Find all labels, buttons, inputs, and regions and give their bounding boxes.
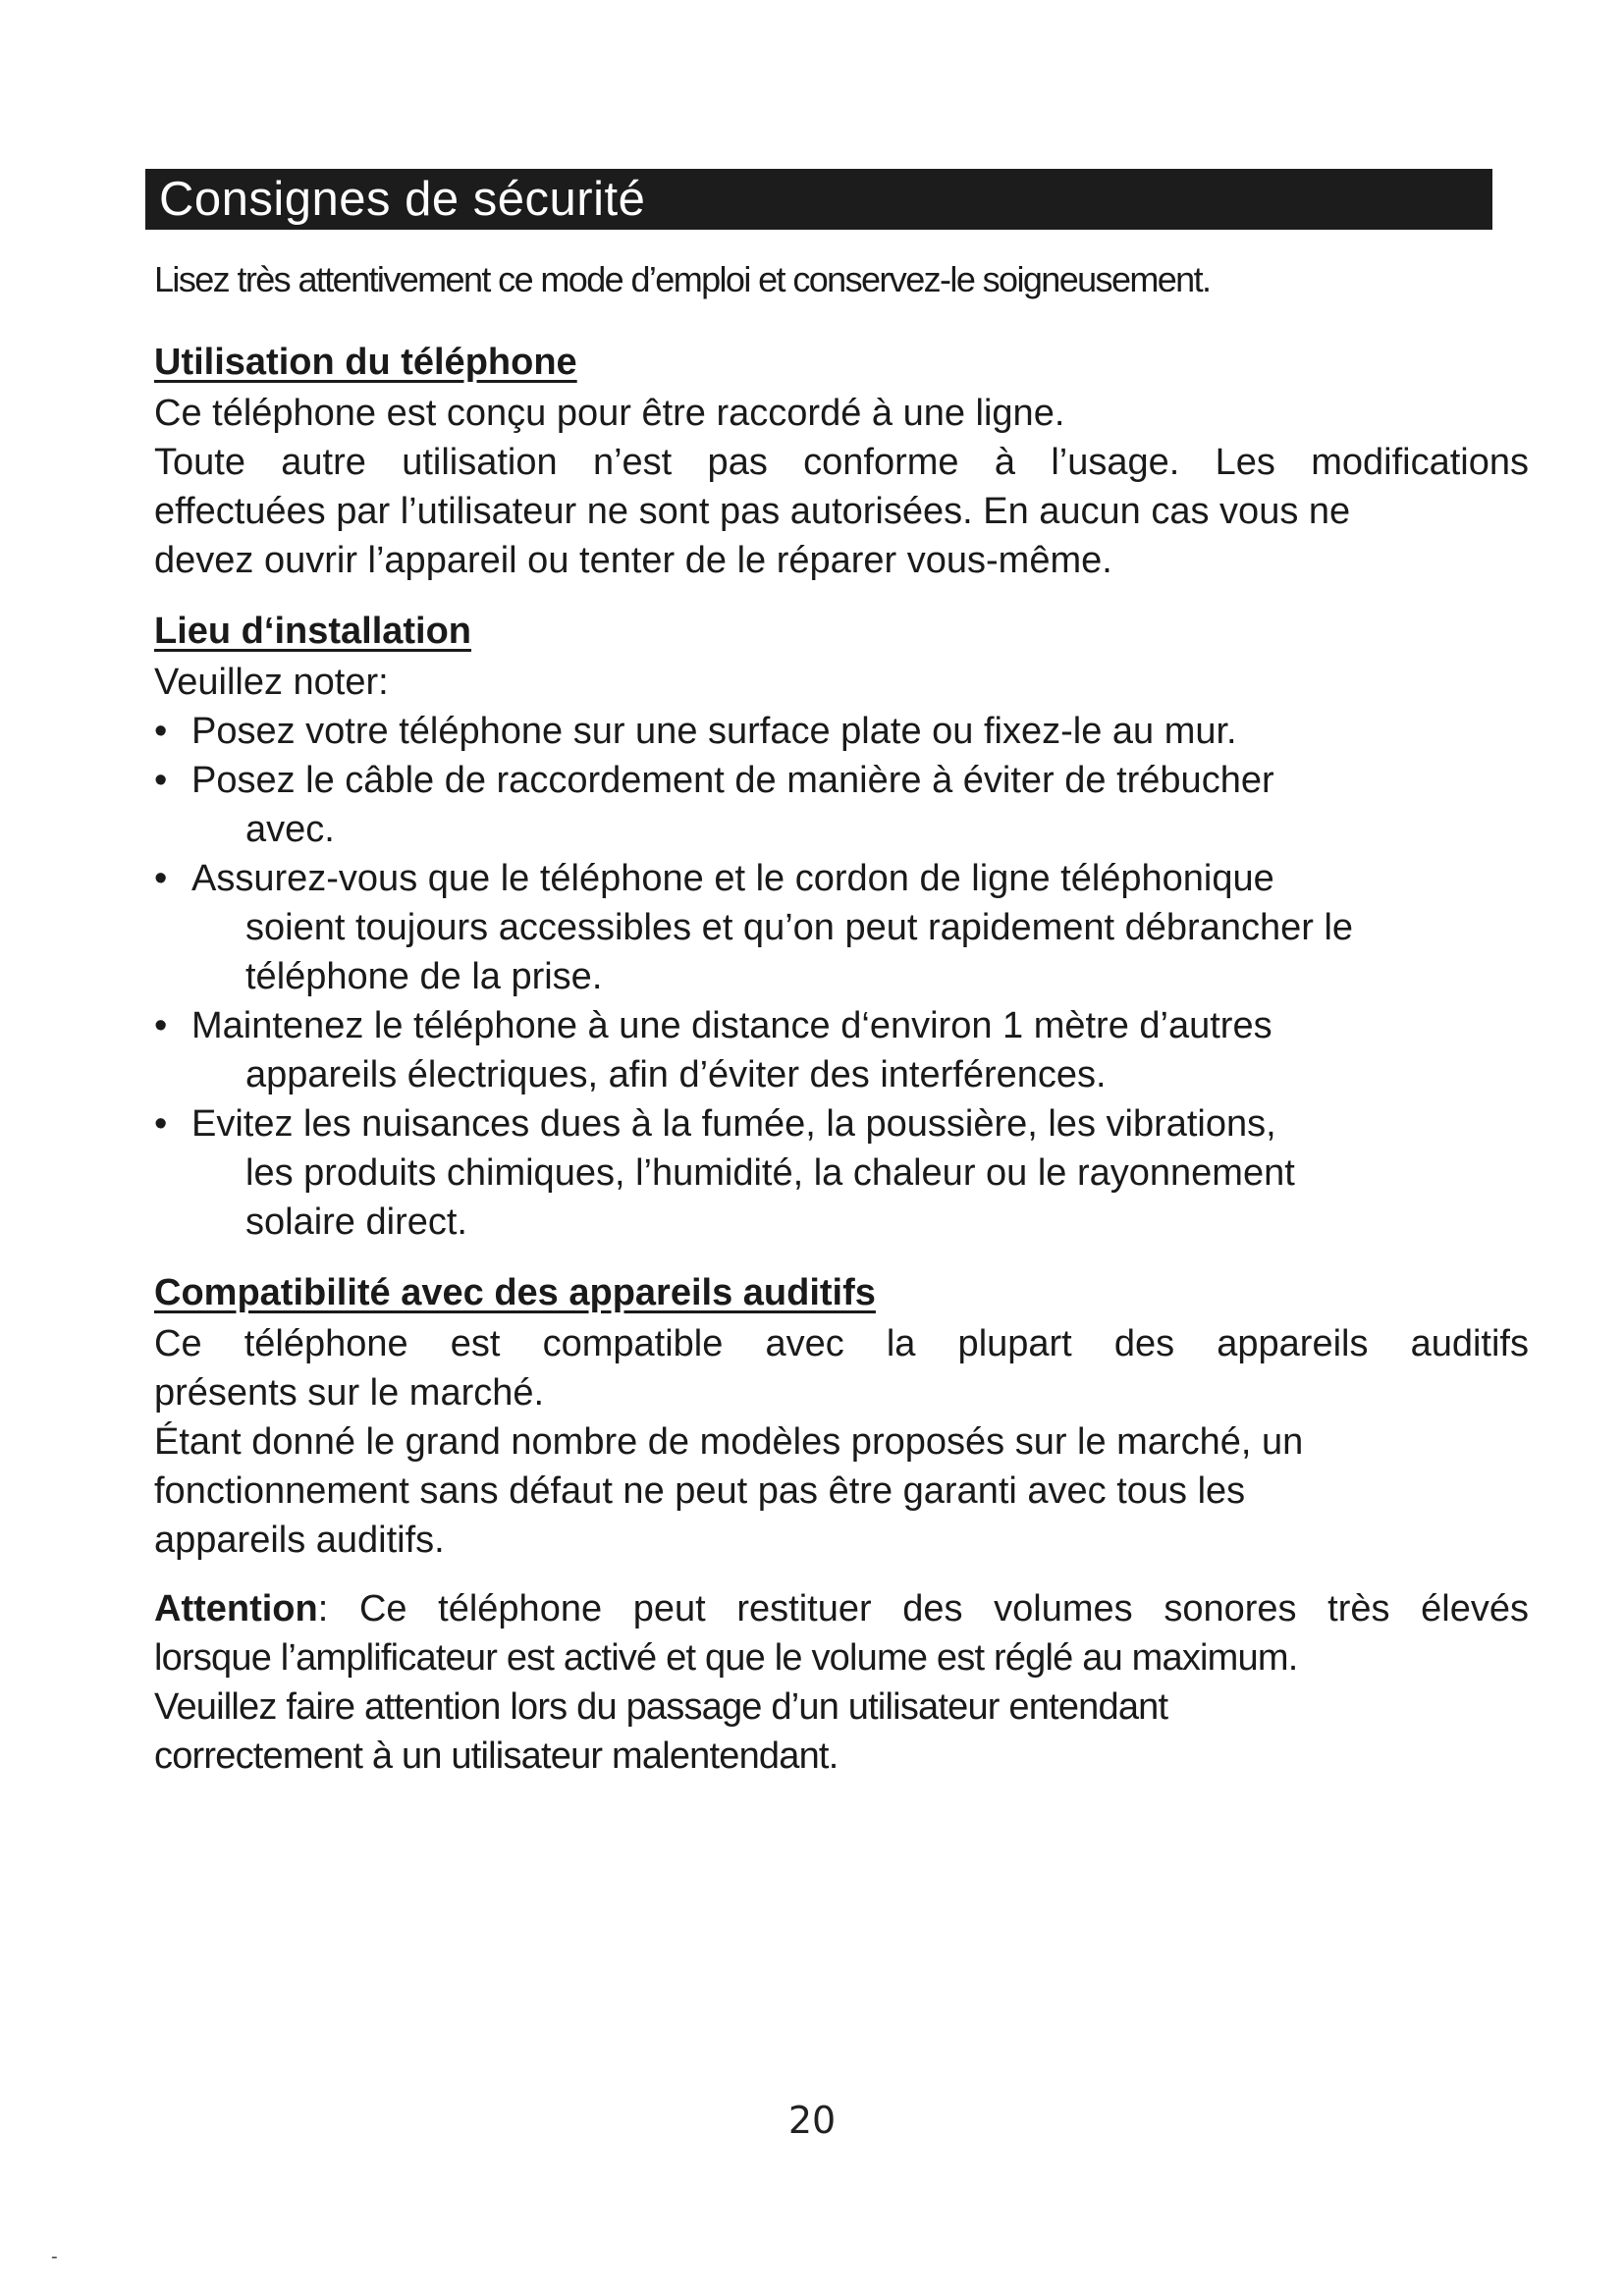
section-attention — [154, 1584, 1529, 1781]
section-hearing — [154, 1266, 1529, 1565]
bullet-icon: • — [154, 711, 168, 752]
list-item-line: Posez le câble de raccordement de manière à éviter de trébucher — [191, 760, 1274, 801]
list-item — [154, 854, 1529, 1001]
list-item — [154, 1001, 1529, 1099]
intro-text: Lisez très attentivement ce mode d’emploi et conservez-le soigneusement. — [154, 259, 1211, 299]
bullet-icon: • — [154, 1005, 168, 1046]
section-usage — [154, 336, 1529, 585]
heading-installation: Lieu d‘installation — [154, 611, 472, 652]
list-item-line: Posez votre téléphone sur une surface plate ou fixez-le au mur. — [191, 711, 1237, 752]
list-item-line: Assurez-vous que le téléphone et le cordon de ligne téléphonique — [191, 858, 1274, 899]
hearing-line-2: présents sur le marché. — [154, 1372, 545, 1414]
list-item-line: Maintenez le téléphone à une distance d‘environ 1 mètre d’autres — [191, 1005, 1272, 1046]
attention-text: : Ce téléphone peut restituer des volumes sonores très élevés — [317, 1588, 1529, 1629]
installation-note: Veuillez noter: — [154, 662, 389, 703]
list-item-line: téléphone de la prise. — [245, 956, 603, 997]
list-item-line: les produits chimiques, l’humidité, la chaleur ou le rayonnement — [245, 1152, 1295, 1194]
list-item-line: soient toujours accessibles et qu’on peut rapidement débrancher le — [245, 907, 1354, 948]
heading-hearing: Compatibilité avec des appareils auditifs — [154, 1272, 876, 1313]
hearing-line-4: fonctionnement sans défaut ne peut pas être garanti avec tous les — [154, 1470, 1246, 1512]
section-installation — [154, 605, 1529, 1247]
usage-line-3: effectuées par l’utilisateur ne sont pas autorisées. En aucun cas vous ne — [154, 491, 1351, 532]
bullet-icon: • — [154, 858, 168, 899]
heading-usage: Utilisation du téléphone — [154, 342, 577, 383]
list-item — [154, 707, 1529, 756]
usage-line-1: Ce téléphone est conçu pour être raccordé à une ligne. — [154, 393, 1065, 434]
hearing-line-5: appareils auditifs. — [154, 1520, 445, 1561]
bullet-icon: • — [154, 760, 168, 801]
page-title: Consignes de sécurité — [159, 173, 646, 226]
document-body — [154, 253, 1529, 1800]
list-item-line: appareils électriques, afin d’éviter des interférences. — [245, 1054, 1107, 1095]
usage-line-2: Toute autre utilisation n’est pas conforme à l’usage. Les modifications — [154, 442, 1529, 483]
list-item — [154, 1099, 1529, 1247]
page-number: 20 — [787, 2099, 837, 2142]
list-item-line: Evitez les nuisances dues à la fumée, la poussière, les vibrations, — [191, 1103, 1276, 1145]
list-item-line: avec. — [245, 809, 335, 850]
edge-mark: - — [51, 2246, 58, 2268]
attention-label: Attention — [154, 1588, 318, 1629]
attention-line-1 — [154, 1584, 1529, 1633]
hearing-line-1: Ce téléphone est compatible avec la plupart des appareils auditifs — [154, 1323, 1529, 1364]
page-title-bar — [145, 169, 1492, 230]
hearing-line-3: Étant donné le grand nombre de modèles proposés sur le marché, un — [154, 1421, 1304, 1463]
bullet-icon: • — [154, 1103, 168, 1145]
attention-line-3: Veuillez faire attention lors du passage d’un utilisateur entendant — [154, 1686, 1168, 1728]
attention-line-2: lorsque l’amplificateur est activé et que le volume est réglé au maximum. — [154, 1637, 1298, 1679]
attention-line-4: correctement à un utilisateur malentendant. — [154, 1735, 839, 1777]
usage-line-4: devez ouvrir l’appareil ou tenter de le réparer vous-même. — [154, 540, 1112, 581]
list-item — [154, 756, 1529, 854]
installation-list — [154, 707, 1529, 1247]
list-item-line: solaire direct. — [245, 1201, 467, 1243]
